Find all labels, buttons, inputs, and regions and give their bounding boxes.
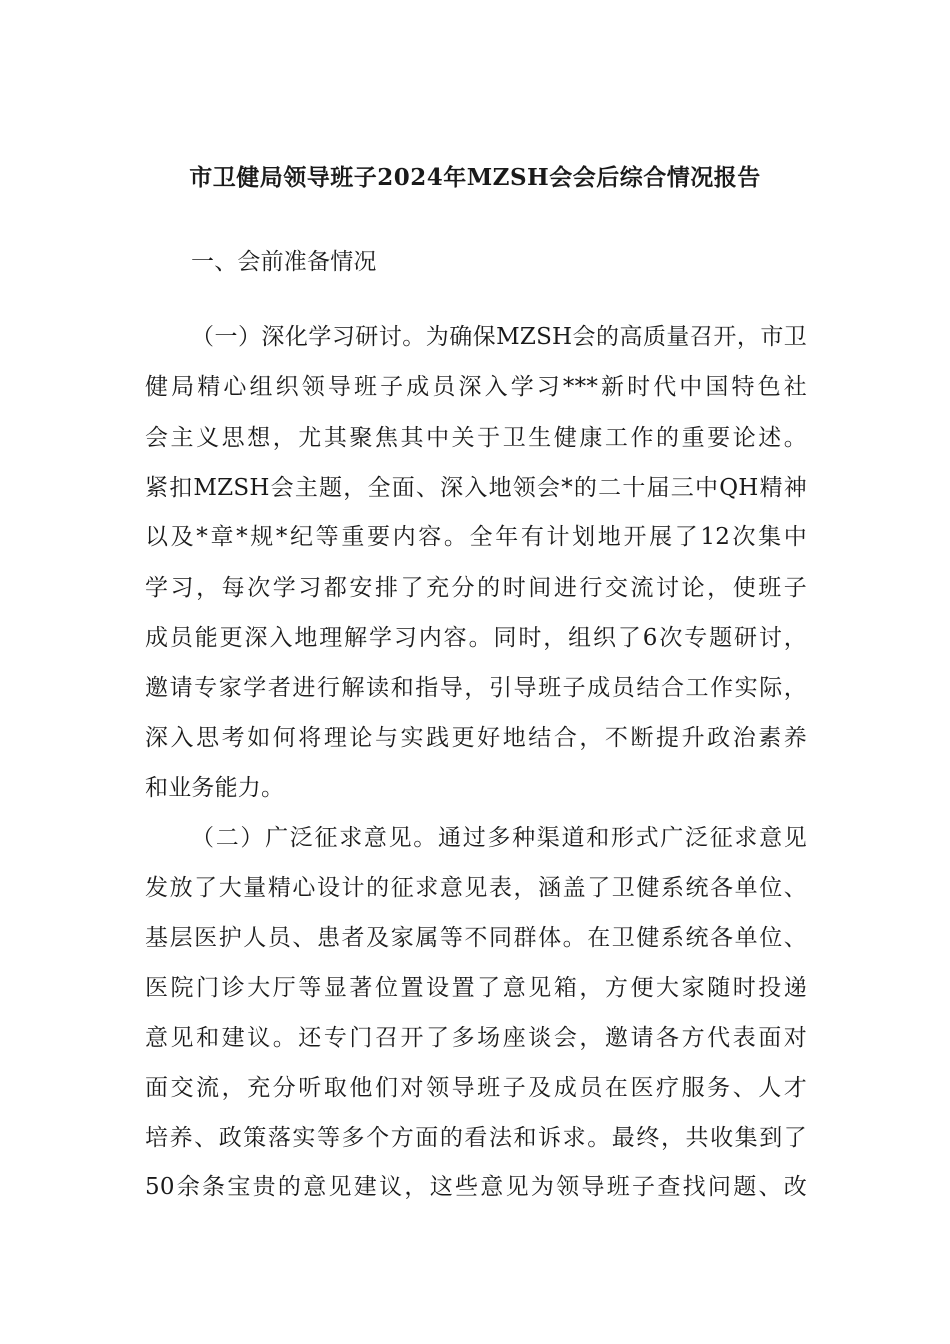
paragraph-line: 深入思考如何将理论与实践更好地结合，不断提升政治素养	[145, 725, 807, 751]
section-heading: 一、会前准备情况	[191, 249, 377, 275]
paragraph-line: 紧扣MZSH会主题，全面、深入地领会*的二十届三中QH精神	[145, 475, 807, 501]
paragraph-line: 健局精心组织领导班子成员深入学习***新时代中国特色社	[145, 374, 807, 400]
paragraph-line: 面交流，充分听取他们对领导班子及成员在医疗服务、人才	[145, 1075, 807, 1101]
paragraph-line: 成员能更深入地理解学习内容。同时，组织了6次专题研讨，	[145, 625, 807, 651]
document-title: 市卫健局领导班子2024年MZSH会会后综合情况报告	[189, 164, 761, 191]
paragraph-line: 和业务能力。	[145, 775, 285, 801]
paragraph-line: 邀请专家学者进行解读和指导，引导班子成员结合工作实际，	[145, 675, 807, 701]
paragraph-line: （一）深化学习研讨。为确保MZSH会的高质量召开，市卫	[191, 324, 807, 350]
paragraph-line: 发放了大量精心设计的征求意见表，涵盖了卫健系统各单位、	[145, 875, 807, 901]
paragraph-line: 意见和建议。还专门召开了多场座谈会，邀请各方代表面对	[145, 1025, 807, 1051]
paragraph-line: 以及*章*规*纪等重要内容。全年有计划地开展了12次集中	[145, 524, 807, 550]
paragraph-line: （二）广泛征求意见。通过多种渠道和形式广泛征求意见	[191, 825, 807, 851]
paragraph-line: 学习，每次学习都安排了充分的时间进行交流讨论，使班子	[145, 575, 807, 601]
paragraph-line: 培养、政策落实等多个方面的看法和诉求。最终，共收集到了	[145, 1125, 807, 1151]
paragraph-line: 50余条宝贵的意见建议，这些意见为领导班子查找问题、改	[145, 1174, 807, 1200]
paragraph-line: 基层医护人员、患者及家属等不同群体。在卫健系统各单位、	[145, 925, 807, 951]
paragraph-line: 医院门诊大厅等显著位置设置了意见箱，方便大家随时投递	[145, 975, 807, 1001]
paragraph-line: 会主义思想，尤其聚焦其中关于卫生健康工作的重要论述。	[145, 425, 807, 451]
